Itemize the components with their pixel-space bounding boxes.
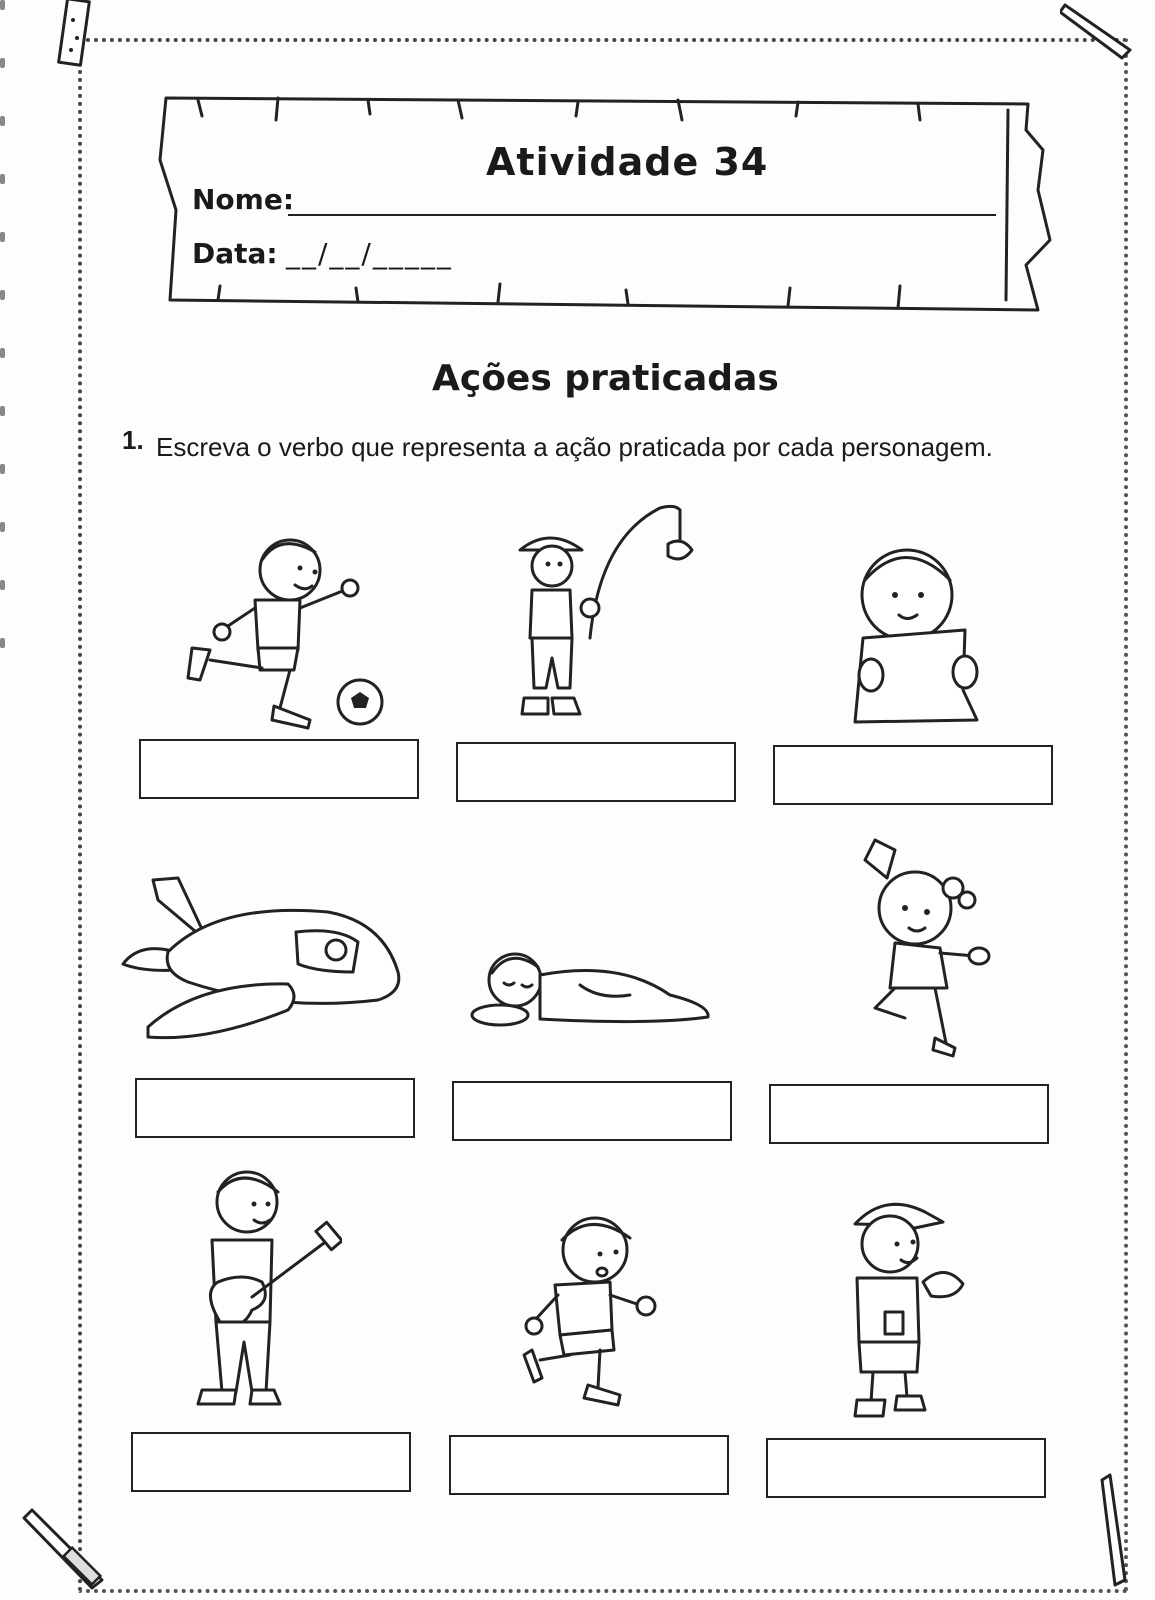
answer-box-2[interactable]: [456, 742, 736, 802]
fishing-boy-icon: [510, 498, 710, 728]
answer-box-4[interactable]: [135, 1078, 415, 1138]
soccer-player-icon: [170, 530, 390, 730]
answer-box-9[interactable]: [766, 1438, 1046, 1498]
date-field[interactable]: __/__/_____: [286, 237, 453, 270]
name-field[interactable]: [288, 214, 996, 216]
pencil-icon: [55, 0, 95, 70]
reading-boy-icon: [845, 540, 995, 730]
name-label: Nome:: [192, 183, 295, 216]
activity-title: Atividade 34: [486, 140, 769, 184]
spiral-binding: [0, 0, 8, 700]
pencil-icon: [1080, 1470, 1140, 1590]
exercise-number: 1.: [122, 425, 144, 455]
answer-box-7[interactable]: [131, 1432, 411, 1492]
pencil-icon: [1060, 0, 1140, 60]
dancing-girl-icon: [855, 838, 1005, 1063]
section-title: Ações praticadas: [432, 358, 779, 399]
date-label: Data:: [192, 237, 278, 270]
answer-box-6[interactable]: [769, 1084, 1049, 1144]
answer-box-1[interactable]: [139, 739, 419, 799]
eating-boy-icon: [845, 1192, 975, 1422]
answer-box-8[interactable]: [449, 1435, 729, 1495]
airplane-icon: [118, 872, 408, 1052]
exercise-instruction: Escreva o verbo que representa a ação praticada por cada personagem.: [156, 432, 993, 462]
answer-box-5[interactable]: [452, 1081, 732, 1141]
guitar-player-icon: [192, 1162, 342, 1412]
sleeping-child-icon: [470, 945, 720, 1035]
answer-box-3[interactable]: [773, 745, 1053, 805]
running-boy-icon: [520, 1210, 680, 1420]
pencil-icon: [22, 1500, 112, 1590]
